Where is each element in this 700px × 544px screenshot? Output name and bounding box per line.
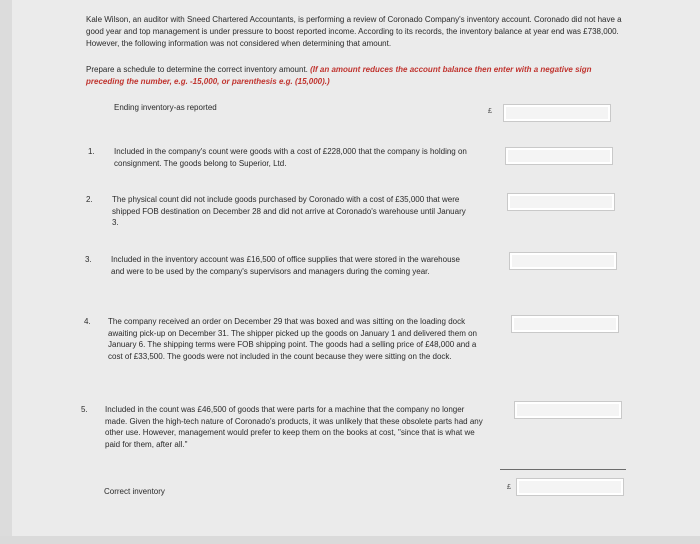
bottom-edge <box>0 536 700 544</box>
adjustment-input-3[interactable] <box>509 252 617 270</box>
left-edge <box>0 0 12 544</box>
item-description: Included in the inventory account was £16,500 of office supplies that were stored in the warehouse and were to be used by the company's supervisors and managers during the coming year. <box>111 255 460 276</box>
item-number: 4. <box>84 317 91 326</box>
item-number: 2. <box>86 195 93 204</box>
correct-inventory-label: Correct inventory <box>104 487 165 496</box>
correct-inventory-input[interactable] <box>516 478 624 496</box>
item-number: 1. <box>88 147 95 156</box>
total-rule <box>500 469 626 470</box>
adjustment-input-4[interactable] <box>511 315 619 333</box>
adjustment-input-5[interactable] <box>514 401 622 419</box>
item-description: The company received an order on December 29 that was boxed and was sitting on the loading dock awaiting pick-up on December 31. The shipper picked up the goods on January 1 and delivered them on January 6. The shipping terms were FOB shipping point. The goods had a selling price of £48,000 and a cost of £33,500. The goods were not included in the count because they were sitting on the dock. <box>108 317 477 361</box>
instruction-text: Prepare a schedule to determine the correct inventory amount. <box>86 65 311 74</box>
ending-inventory-label: Ending inventory-as reported <box>114 103 217 112</box>
item-description: Included in the count was £46,500 of goods that were parts for a machine that the company no longer made. Given the high-tech nature of Coronado's products, it was unlikely that these obsolete parts had any other use. However, management would prefer to keep them on the books at cost, "since that is what we paid for them, after all." <box>105 405 483 449</box>
item-description: The physical count did not include goods purchased by Coronado with a cost of £35,000 that were shipped FOB destination on December 28 and did not arrive at Coronado's warehouse until January 3. <box>112 195 466 227</box>
ending-inventory-input[interactable] <box>503 104 611 122</box>
currency-symbol: £ <box>507 484 511 491</box>
instruction <box>86 64 626 88</box>
currency-symbol: £ <box>488 108 492 115</box>
item-description: Included in the company's count were goods with a cost of £228,000 that the company is holding on consignment. The goods belong to Superior, Ltd. <box>114 147 467 168</box>
instruction-sign-note: (If an amount reduces the account balance then enter with a negative sign preceding the number, e.g. -15,000, or parenthesis e.g. (15,000).) <box>86 65 592 86</box>
item-number: 5. <box>81 405 88 414</box>
adjustment-input-2[interactable] <box>507 193 615 211</box>
item-number: 3. <box>85 255 92 264</box>
problem-intro: Kale Wilson, an auditor with Sneed Chartered Accountants, is performing a review of Coronado Company's inventory account. Coronado did not have a good year and top management is under pressure to boost reported income. According to its records, the inventory balance at year end was £738,000. However, the following information was not considered when determining that amount. <box>86 15 622 48</box>
adjustment-input-1[interactable] <box>505 147 613 165</box>
